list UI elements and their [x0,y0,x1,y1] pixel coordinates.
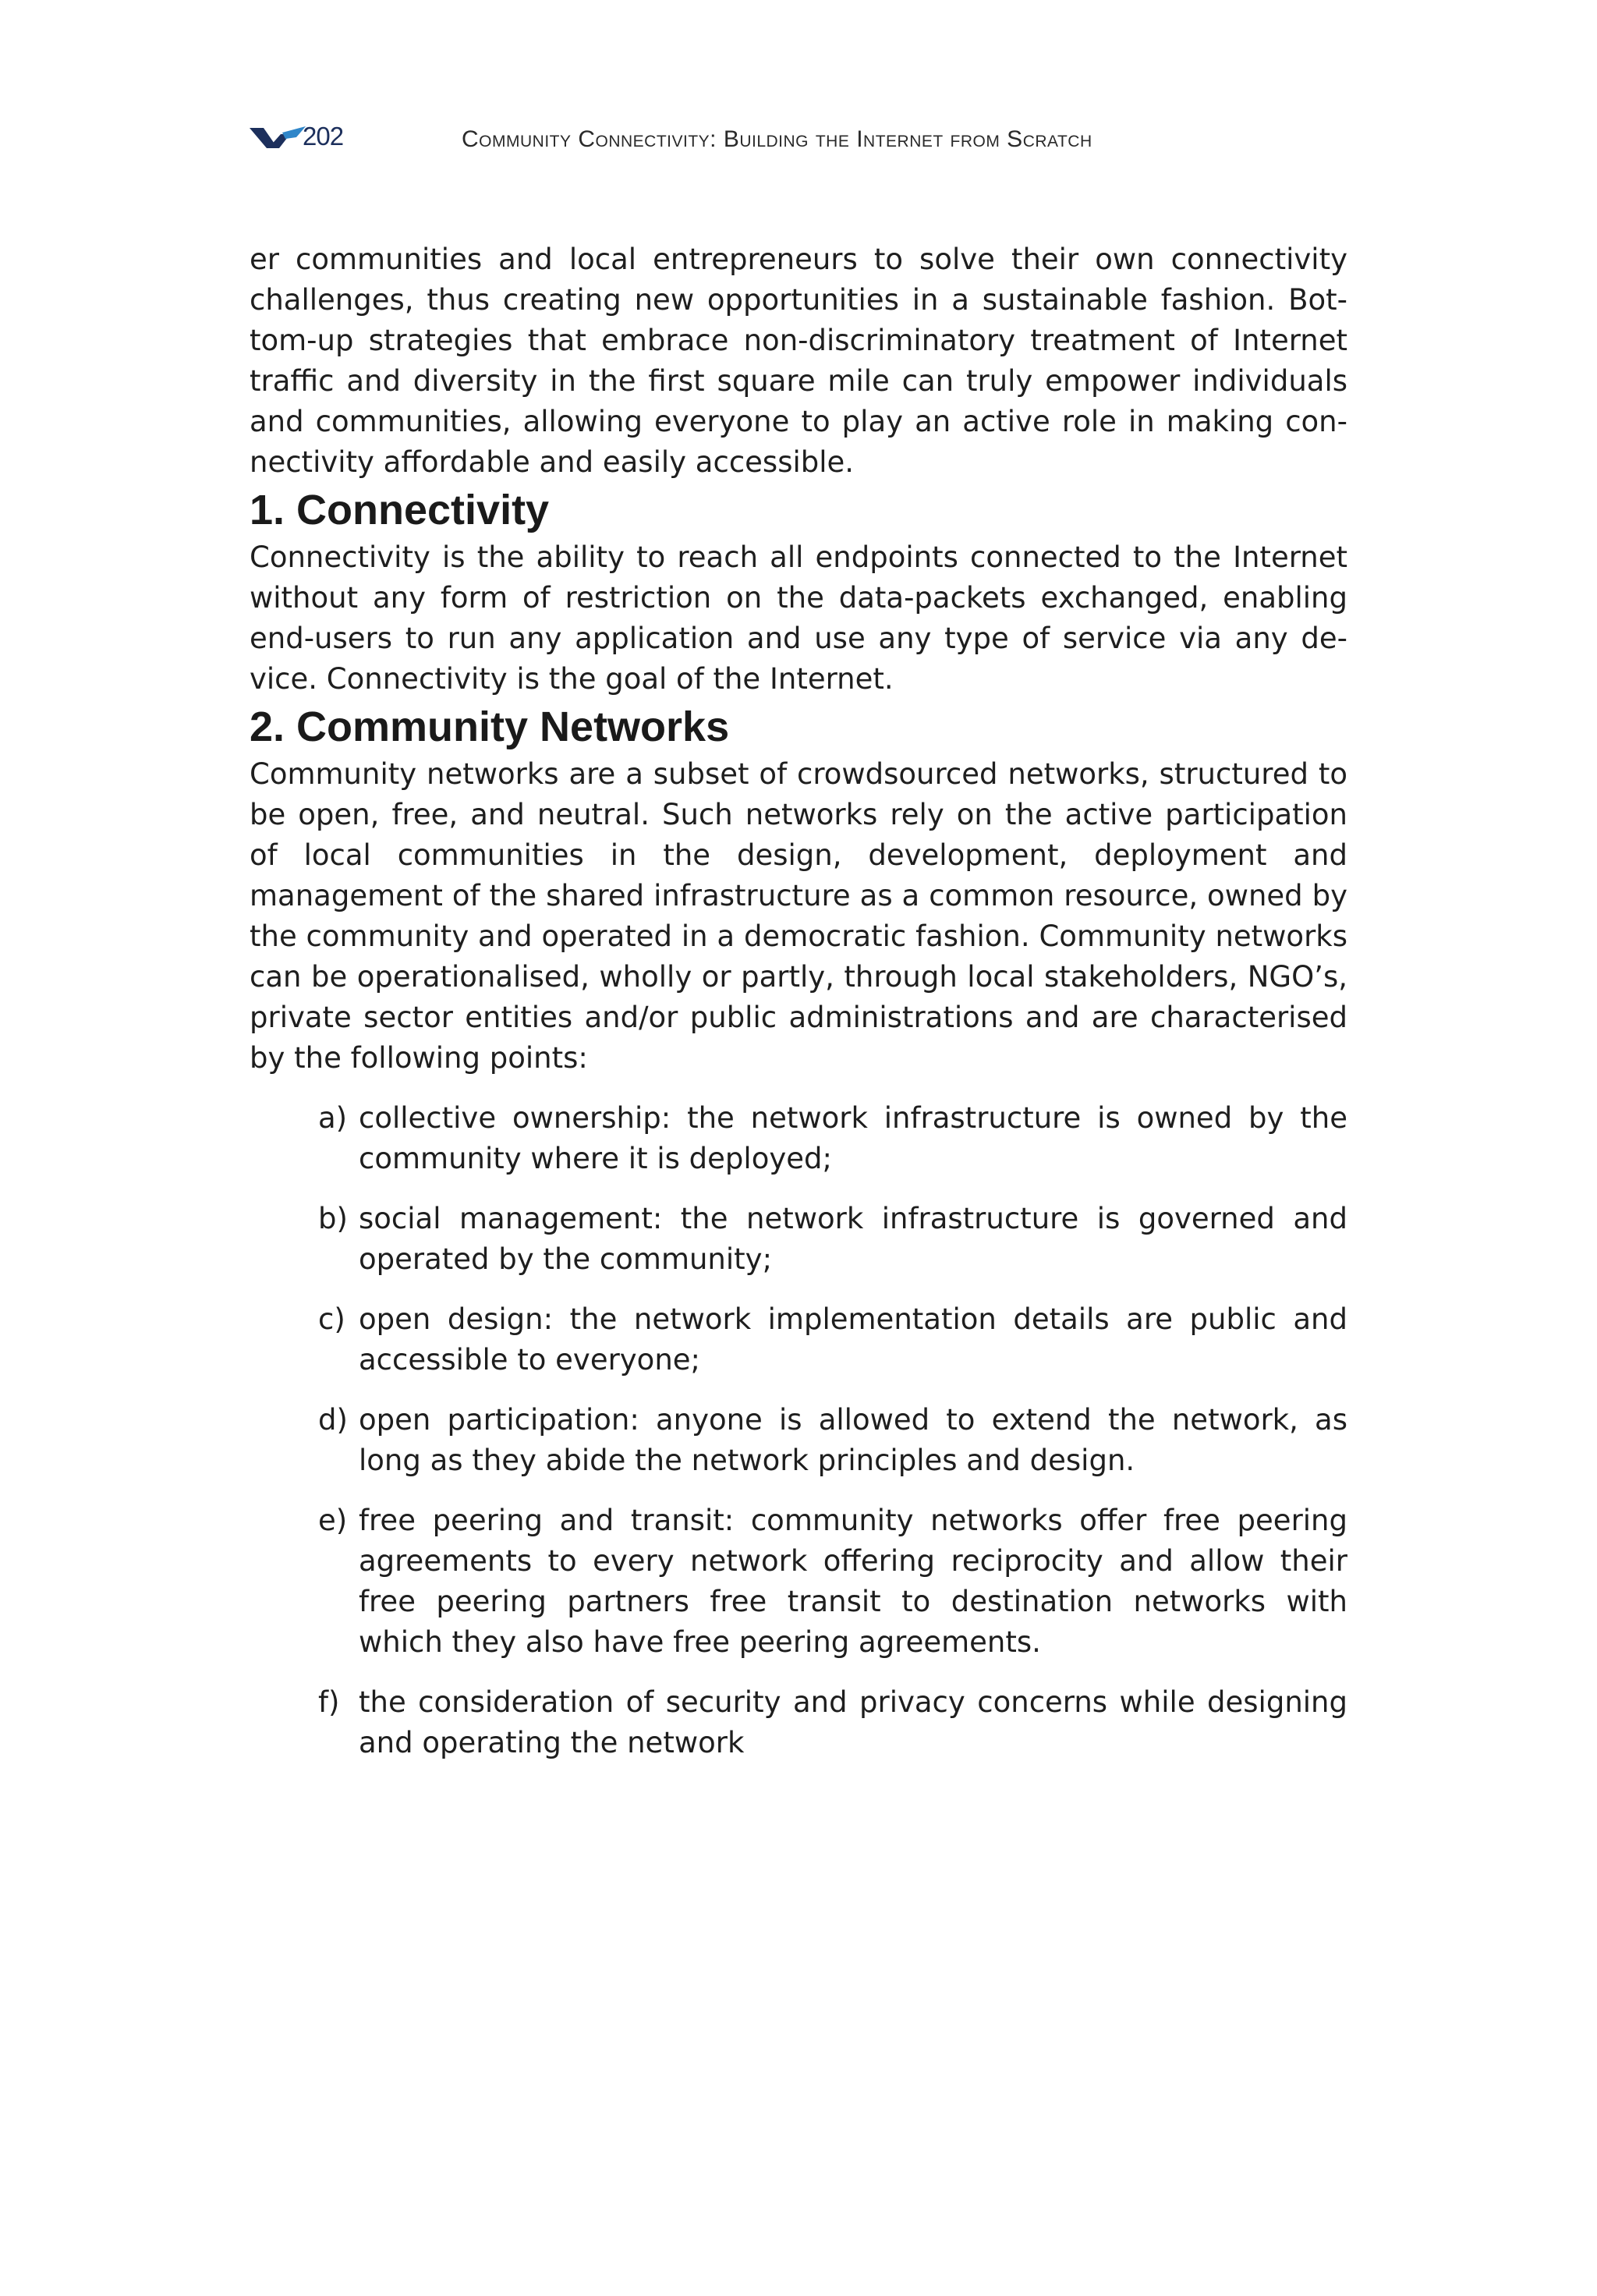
list-item [318,1400,1347,1481]
list-item-text: collective ownership: the network infrastructure is owned by the community where it is deployed; [359,1101,1347,1175]
publisher-logo-icon [250,125,306,151]
section-heading-connectivity: 1. Connectivity [250,487,550,533]
list-item [318,1299,1347,1380]
list-item [318,1098,1347,1179]
list-item-marker: d) [318,1403,348,1437]
section-heading-community-networks: 2. Community Networks [250,703,730,750]
list-item [318,1199,1347,1280]
list-item-text: social management: the network infrastructure is governed and operated by the community; [359,1202,1347,1276]
community-networks-paragraph: Community networks are a subset of crowdsourced networks, structured to be open, free, and neutral. Such networks rely on the active participation of local communities in the design, development, deployment and management of the shared infrastructure as a common resource, owned by the community and operated in a democratic fashion. Community networks can be operationalised, wholly or partly, through local stakeholders, NGO’s, private sector entities and/or public administrations and are characterised by the following points: [250,757,1347,1075]
list-item-text: open design: the network implementation details are public and accessible to everyone; [359,1302,1347,1377]
intro-paragraph: er communities and local entrepreneurs to solve their own connectivity challenges, thus creating new opportunities in a sustainable fashion. Bottom-up strategies that embrace non-discriminatory treatment of Internet traffic and diversity in the first square mile can truly empower individuals and communities, allowing everyone to play an active role in making connectivity affordable and easily accessible. [250,243,1347,479]
list-item-marker: f) [318,1685,340,1719]
list-item-text: open participation: anyone is allowed to extend the network, as long as they abide the network principles and design. [359,1403,1347,1477]
page-number: 202 [303,122,344,151]
list-item-marker: b) [318,1202,348,1235]
list-item [318,1682,1347,1763]
running-title: Community Connectivity: Building the Internet from Scratch [462,126,1092,152]
list-item-marker: c) [318,1302,345,1336]
running-header [250,119,1349,158]
page-content [250,239,1347,1783]
list-item-marker: e) [318,1504,348,1537]
list-item-text: the consideration of security and privacy concerns while designing and operating the network [359,1685,1347,1759]
connectivity-paragraph: Connectivity is the ability to reach all endpoints connected to the Internet without any form of restriction on the data-packets exchanged, enabling end-users to run any application and use any type of service via any device. Connectivity is the goal of the Internet. [250,540,1347,696]
list-item-marker: a) [318,1101,348,1135]
list-item-text: free peering and transit: community networks offer free peering agreements to every network offering reciprocity and allow their free peering partners free transit to destination networks with which they also have free peering agreements. [359,1504,1347,1659]
list-item [318,1501,1347,1663]
characteristics-list [250,1098,1347,1763]
